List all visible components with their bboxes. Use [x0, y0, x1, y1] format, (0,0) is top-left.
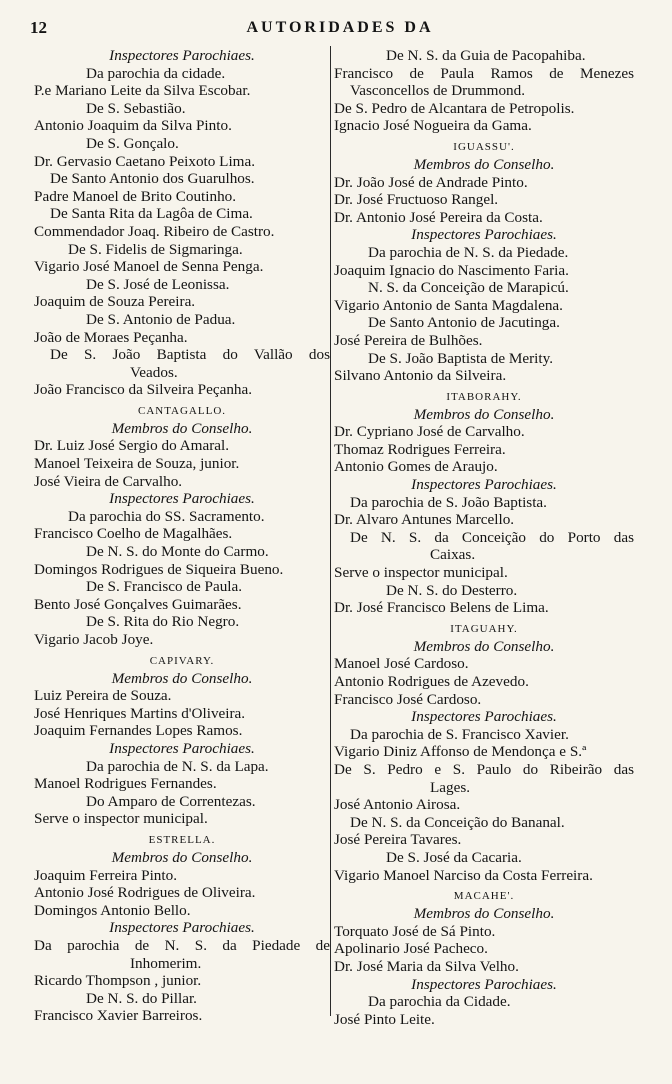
- text-line: Ricardo Thompson , junior.: [34, 972, 202, 990]
- text-line: Padre Manoel de Brito Coutinho.: [34, 187, 237, 205]
- text-line: De N. S. do Desterro.: [386, 581, 518, 599]
- text-line: Joaquim de Souza Pereira.: [34, 293, 196, 311]
- subheading: Inspectores Parochiaes.: [109, 919, 255, 937]
- text-line: Serve o inspector municipal.: [334, 564, 508, 582]
- text-line: José Vieira de Carvalho.: [34, 472, 183, 490]
- text-line: De S. Antonio de Padua.: [86, 310, 236, 328]
- text-line: Thomaz Rodrigues Ferreira.: [334, 440, 506, 458]
- subheading: Inspectores Parochiaes.: [109, 739, 255, 757]
- text-line: De N. S. da Guia de Pacopahiba.: [386, 47, 586, 64]
- text-line: Antonio Joaquim da Silva Pinto.: [34, 117, 232, 135]
- text-line: De S. João Baptista do Vallão dos: [50, 346, 330, 364]
- text-line: Da parochia de N. S. da Piedade de: [34, 936, 330, 954]
- text-line: Do Amparo de Correntezas.: [86, 792, 256, 810]
- continuation-line: Inhomerim.: [130, 954, 202, 972]
- text-line: De Santa Rita da Lagôa de Cima.: [50, 205, 253, 223]
- text-line: De S. Pedro e S. Paulo do Ribeirão das: [334, 760, 634, 778]
- continuation-line: Veados.: [130, 363, 178, 381]
- continuation-line: Lages.: [430, 778, 471, 796]
- text-line: Luiz Pereira de Souza.: [34, 687, 172, 705]
- subheading: Inspectores Parochiaes.: [411, 975, 557, 993]
- text-line: De S. José de Leonissa.: [86, 275, 230, 293]
- left-column: [34, 47, 330, 1047]
- text-line: De N. S. do Monte do Carmo.: [86, 543, 269, 561]
- text-line: Dr. Gervasio Caetano Peixoto Lima.: [34, 152, 256, 170]
- text-line: José Pereira Tavares.: [334, 831, 462, 849]
- text-line: Dr. Cypriano José de Carvalho.: [334, 423, 525, 441]
- text-line: Dr. José Maria da Silva Velho.: [334, 957, 519, 975]
- text-line: José Antonio Airosa.: [334, 796, 461, 814]
- subheading: Inspectores Parochiaes.: [411, 226, 557, 244]
- text-line: Vigario José Manoel de Senna Penga.: [34, 258, 264, 276]
- text-line: Francisco de Paula Ramos de Menezes: [334, 64, 634, 82]
- text-line: Antonio Gomes de Araujo.: [334, 458, 498, 476]
- text-line: Da parochia de S. João Baptista.: [350, 493, 547, 511]
- text-line: De S. João Baptista de Merity.: [368, 349, 554, 367]
- text-line: Antonio José Rodrigues de Oliveira.: [34, 884, 256, 902]
- text-line: Da parochia de N. S. da Lapa.: [86, 757, 269, 775]
- text-line: José Pereira de Bulhões.: [334, 331, 483, 349]
- section-heading: ITAGUAHY.: [450, 622, 518, 635]
- text-line: De S. Fidelis de Sigmaringa.: [68, 240, 243, 258]
- text-line: Francisco José Cardoso.: [334, 690, 482, 708]
- text-line: Da parochia de N. S. da Piedade.: [368, 243, 569, 261]
- text-line: Dr. Luiz José Sergio do Amaral.: [34, 437, 230, 455]
- text-line: Vigario Diniz Affonso de Mendonça e S.ª: [334, 743, 587, 761]
- text-line: De S. José da Cacaria.: [386, 848, 522, 866]
- text-line: Francisco Xavier Barreiros.: [34, 1007, 203, 1025]
- section-heading: CAPIVARY.: [149, 654, 215, 667]
- text-line: Francisco Coelho de Magalhães.: [34, 525, 233, 543]
- section-heading: IGUASSU'.: [453, 140, 515, 153]
- text-line: Apolinario José Pacheco.: [334, 940, 488, 958]
- text-line: De S. Rita do Rio Negro.: [86, 613, 240, 631]
- text-line: Manoel Rodrigues Fernandes.: [34, 775, 217, 793]
- text-line: Vigario Manoel Narciso da Costa Ferreira.: [334, 866, 593, 884]
- subheading: Inspectores Parochiaes.: [411, 708, 557, 726]
- text-line: Da parochia do SS. Sacramento.: [68, 507, 265, 525]
- section-heading: CANTAGALLO.: [137, 404, 227, 417]
- text-line: De N. S. do Pillar.: [86, 989, 197, 1007]
- text-line: José Pinto Leite.: [334, 1010, 435, 1028]
- text-line: De N. S. da Conceição do Bananal.: [350, 813, 565, 831]
- section-heading: ITABORAHY.: [446, 390, 522, 403]
- text-line: Joaquim Ignacio do Nascimento Faria.: [334, 261, 569, 279]
- subheading: Membros do Conselho.: [413, 155, 555, 173]
- column-divider: [330, 46, 331, 1016]
- text-line: Silvano Antonio da Silveira.: [334, 367, 507, 385]
- text-line: José Henriques Martins d'Oliveira.: [34, 704, 246, 722]
- text-line: De S. Gonçalo.: [86, 134, 179, 152]
- right-column: [334, 47, 634, 1047]
- subheading: Inspectores Parochiaes.: [109, 490, 255, 508]
- text-line: Commendador Joaq. Ribeiro de Castro.: [34, 222, 275, 240]
- subheading: Membros do Conselho.: [111, 848, 253, 866]
- text-line: Dr. João José de Andrade Pinto.: [334, 173, 528, 191]
- subheading: Membros do Conselho.: [413, 405, 555, 423]
- text-line: Da parochia da cidade.: [86, 64, 226, 82]
- text-line: Dr. Alvaro Antunes Marcello.: [334, 511, 515, 529]
- subheading: Membros do Conselho.: [413, 905, 555, 923]
- text-line: Dr. Antonio José Pereira da Costa.: [334, 208, 543, 226]
- text-line: Domingos Rodrigues de Siqueira Bueno.: [34, 560, 284, 578]
- text-line: De Santo Antonio dos Guarulhos.: [50, 170, 255, 188]
- text-line: João Francisco da Silveira Peçanha.: [34, 381, 253, 399]
- text-line: Joaquim Fernandes Lopes Ramos.: [34, 722, 243, 740]
- text-line: Manoel Teixeira de Souza, junior.: [34, 455, 240, 473]
- subheading: Membros do Conselho.: [413, 637, 555, 655]
- running-title: AUTORIDADES DA: [246, 19, 434, 36]
- subheading: Inspectores Parochiaes.: [109, 47, 255, 64]
- page-number: 12: [30, 18, 47, 37]
- text-line: Da parochia da Cidade.: [368, 993, 511, 1011]
- subheading: Inspectores Parochiaes.: [411, 476, 557, 494]
- text-line: De S. Sebastião.: [86, 99, 186, 117]
- text-line: Serve o inspector municipal.: [34, 810, 208, 828]
- subheading: Membros do Conselho.: [111, 669, 253, 687]
- text-line: Domingos Antonio Bello.: [34, 901, 191, 919]
- text-line: Vasconcellos de Drummond.: [350, 82, 526, 100]
- text-line: Bento José Gonçalves Guimarães.: [34, 595, 242, 613]
- text-line: Da parochia de S. Francisco Xavier.: [350, 725, 569, 743]
- text-line: De S. Francisco de Paula.: [86, 578, 243, 596]
- subheading: Membros do Conselho.: [111, 419, 253, 437]
- text-line: João de Moraes Peçanha.: [34, 328, 188, 346]
- text-line: P.e Mariano Leite da Silva Escobar.: [34, 82, 251, 100]
- text-line: Manoel José Cardoso.: [334, 655, 469, 673]
- section-heading: ESTRELLA.: [148, 833, 216, 846]
- text-line: Dr. José Francisco Belens de Lima.: [334, 599, 549, 617]
- text-line: N. S. da Conceição de Marapicú.: [368, 279, 569, 297]
- text-line: Antonio Rodrigues de Azevedo.: [334, 673, 529, 690]
- text-line: Joaquim Ferreira Pinto.: [34, 866, 177, 884]
- text-line: Vigario Jacob Joye.: [34, 631, 154, 648]
- text-line: De Santo Antonio de Jacutinga.: [368, 314, 560, 332]
- text-line: Torquato José de Sá Pinto.: [334, 922, 496, 940]
- continuation-line: Caixas.: [430, 546, 476, 564]
- text-line: Vigario Antonio de Santa Magdalena.: [334, 296, 563, 314]
- text-line: De N. S. da Conceição do Porto das: [350, 528, 634, 546]
- text-line: Dr. José Fructuoso Rangel.: [334, 191, 499, 209]
- text-line: De S. Pedro de Alcantara de Petropolis.: [334, 99, 575, 117]
- section-heading: MACAHE'.: [453, 890, 515, 903]
- page-header: [30, 18, 650, 42]
- text-line: Ignacio José Nogueira da Gama.: [334, 117, 532, 135]
